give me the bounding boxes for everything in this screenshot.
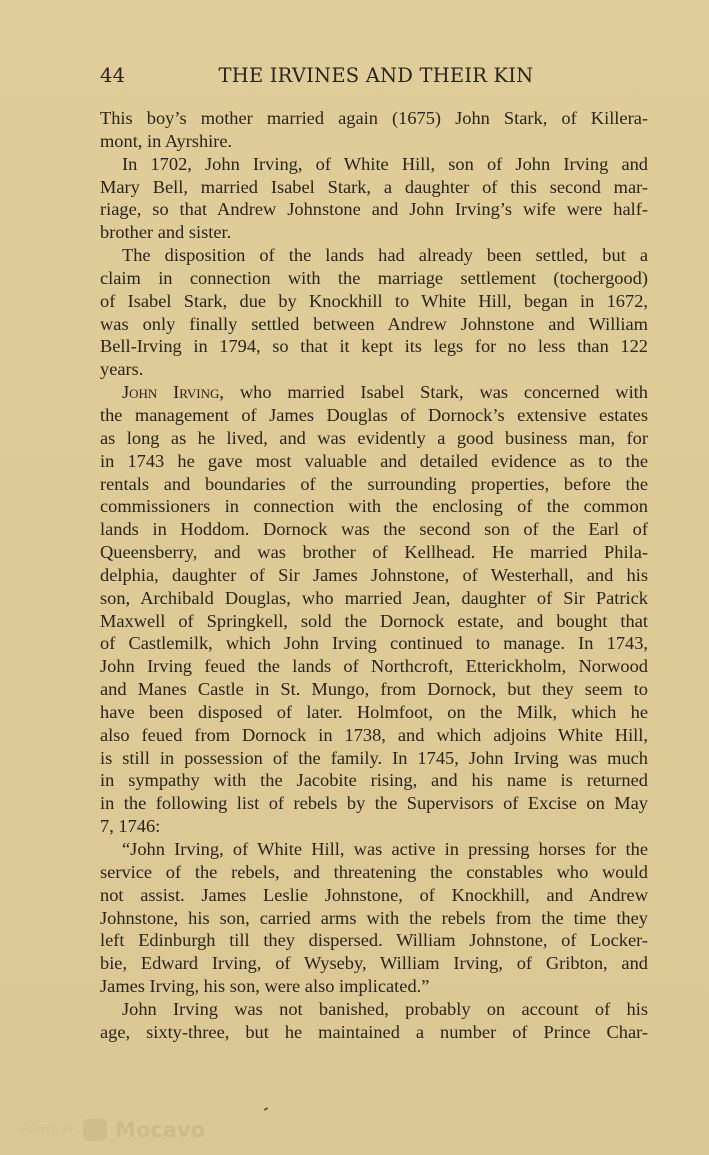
paragraph [100, 244, 648, 381]
text-line: This boy’s mother married again (1675) John Stark, of Killera- [100, 108, 648, 128]
smallcaps-name: John Irving [122, 382, 220, 403]
text-line: commissioners in connection with the enclosing of the common [100, 496, 648, 517]
mocavo-logo-icon [83, 1119, 107, 1141]
text-line: years. [100, 359, 144, 380]
paragraph [100, 838, 648, 998]
paragraph [100, 998, 648, 1044]
text-line: not assist. James Leslie Johnstone, of Knockhill, and Andrew [100, 884, 648, 905]
text-line: claim in connection with the marriage settlement (tochergood) [100, 267, 648, 288]
paragraph [100, 381, 648, 838]
text-line: as long as he lived, and was evidently a good business man, for [100, 427, 648, 448]
text-line: “John Irving, of White Hill, was active in pressing horses for the [122, 839, 648, 859]
text-line: of Castlemilk, which John Irving continued to manage. In 1743, [100, 633, 648, 654]
text-line: also feued from Dornock in 1738, and which adjoins White Hill, [100, 724, 648, 745]
text-line: Mary Bell, married Isabel Stark, a daughter of this second mar- [100, 176, 648, 197]
text-line: John Irving was not banished, probably on account of his [122, 998, 648, 1019]
text-line: in sympathy with the Jacobite rising, and his name is returned [100, 770, 648, 791]
text-line: brother and sister. [100, 222, 232, 243]
text-line: left Edinburgh till they dispersed. William Johnstone, of Locker- [100, 930, 648, 951]
body-text [100, 107, 648, 1044]
text-line: Johnstone, his son, carried arms with the rebels from the time they [100, 907, 648, 928]
text-line: rentals and boundaries of the surrounding properties, before the [100, 473, 648, 494]
text-line: son, Archibald Douglas, who married Jean, daughter of Sir Patrick [100, 587, 648, 608]
paragraph [100, 107, 648, 153]
text-line: John Irving feued the lands of Northcroft, Etterickholm, Norwood [100, 656, 648, 677]
text-line: the management of James Douglas of Dornock’s extensive estates [100, 404, 648, 425]
text-line: of Isabel Stark, due by Knockhill to White Hill, began in 1672, [100, 290, 648, 311]
text-line: Bell-Irving in 1794, so that it kept its legs for no less than 122 [100, 336, 648, 357]
page-header [100, 64, 648, 94]
text-line: in 1743 he gave most valuable and detailed evidence as to the [100, 450, 648, 471]
text-line: In 1702, John Irving, of White Hill, son of John Irving and [122, 153, 648, 174]
text-line: Queensberry, and was brother of Kellhead. He married Phila- [100, 542, 648, 563]
text-line: riage, so that Andrew Johnstone and John Irving’s wife were half- [100, 199, 648, 220]
text-line: delphia, daughter of Sir James Johnstone, of Westerhall, and his [100, 564, 648, 585]
paragraph [100, 153, 648, 244]
watermark [20, 1118, 205, 1142]
watermark-brand: Mocavo [114, 1118, 206, 1142]
text-line: service of the rebels, and threatening the constables who would [100, 861, 648, 882]
text-line: was only finally settled between Andrew Johnstone and William [100, 313, 648, 334]
watermark-prefix: HOSTED BY [20, 1125, 75, 1135]
text-line: Maxwell of Springkell, sold the Dornock estate, and bought that [100, 610, 648, 631]
text-line: lands in Hoddom. Dornock was the second son of the Earl of [100, 519, 648, 540]
text-line: The disposition of the lands had already been settled, but a [122, 245, 648, 266]
text-line: and Manes Castle in St. Mungo, from Dornock, but they seem to [100, 679, 648, 700]
text-line: 7, 1746: [100, 816, 161, 837]
text-line: age, sixty-three, but he maintained a number of Prince Char- [100, 1021, 648, 1042]
text-line: in the following list of rebels by the Supervisors of Excise on May [100, 793, 648, 814]
text-line: bie, Edward Irving, of Wyseby, William Irving, of Gribton, and [100, 953, 648, 974]
text-line: have been disposed of later. Holmfoot, on the Milk, which he [100, 701, 648, 722]
text-line: mont, in Ayrshire. [100, 130, 233, 151]
running-title: THE IRVINES AND THEIR KIN [218, 64, 534, 87]
text-line: James Irving, his son, were also implicated.” [100, 976, 430, 997]
text-line: John Irving, who married Isabel Stark, was concerned with [122, 382, 648, 403]
text-line: is still in possession of the family. In 1745, John Irving was much [100, 747, 648, 768]
scan-speck [264, 1107, 268, 1111]
page-number: 44 [100, 64, 126, 87]
